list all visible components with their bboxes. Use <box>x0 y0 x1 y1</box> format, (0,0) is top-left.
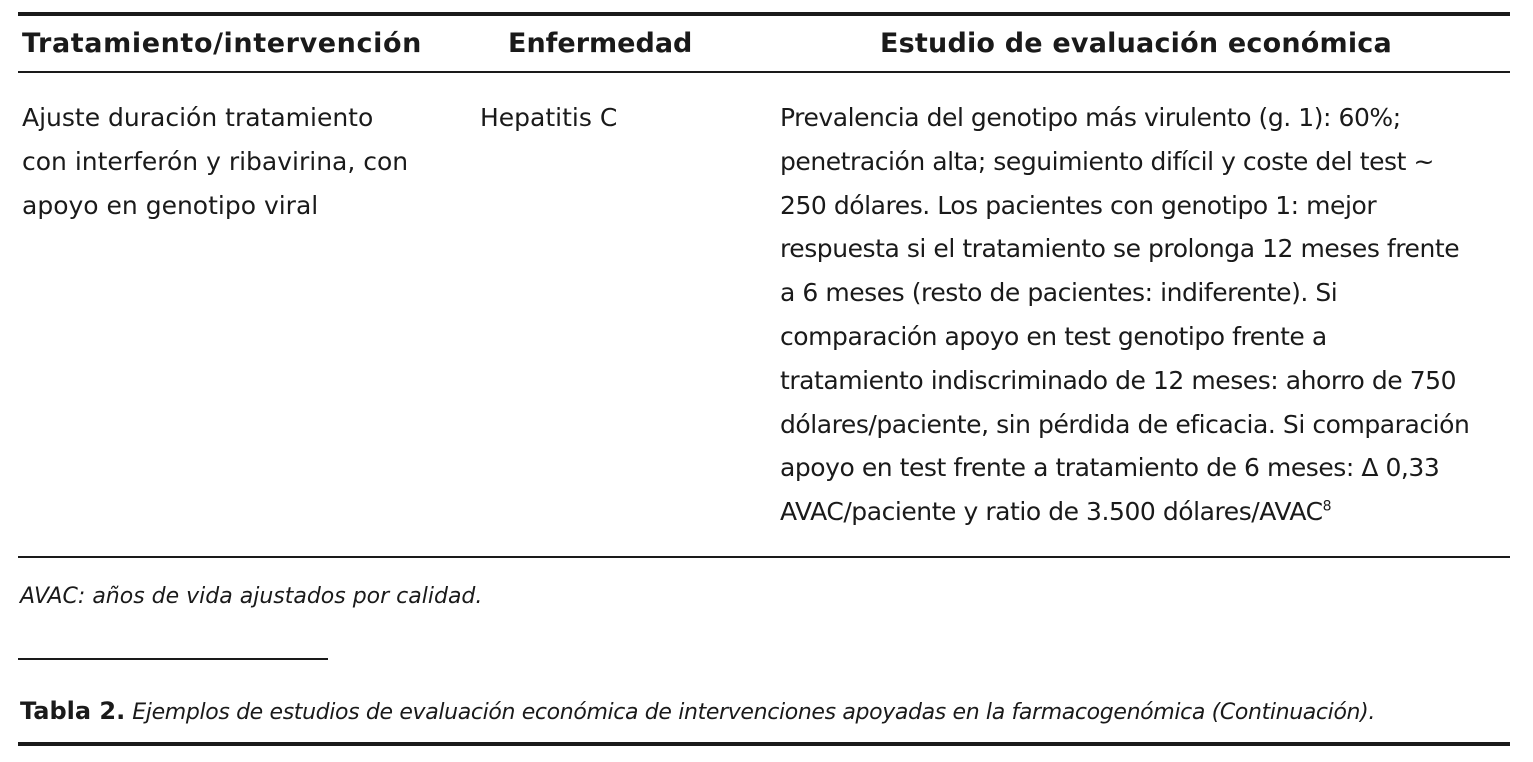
study-line: tratamiento indiscriminado de 12 meses: ahorro de 750 <box>780 365 1457 395</box>
disease-cell <box>480 96 617 140</box>
study-line: Prevalencia del genotipo más virulento (g. 1): 60%; <box>780 103 1401 132</box>
caption-text: Ejemplos de estudios de evaluación económica de intervenciones apoyadas en la farmacogenómica (Continuación). <box>132 700 1376 725</box>
disease-text: Hepatitis C <box>480 103 618 132</box>
column-header-treatment: Tratamiento/intervención <box>22 28 422 59</box>
caption-bottom-rule <box>18 742 1510 746</box>
header-rule <box>18 71 1510 73</box>
reference-superscript: 8 <box>1322 498 1332 515</box>
treatment-line: con interferón y ribavirina, con <box>22 146 409 176</box>
study-line: penetración alta; seguimiento difícil y coste del test ~ <box>780 146 1434 176</box>
study-cell <box>780 96 1469 534</box>
study-line-text: AVAC/paciente y ratio de 3.500 dólares/AVAC <box>780 497 1323 527</box>
study-line-last <box>780 490 1469 534</box>
column-header-study: Estudio de evaluación económica <box>880 28 1392 59</box>
study-line: dólares/paciente, sin pérdida de eficacia. Si comparación <box>780 409 1470 439</box>
treatment-line: Ajuste duración tratamiento <box>22 103 374 132</box>
study-line: apoyo en test frente a tratamiento de 6 meses: Δ 0,33 <box>780 453 1440 483</box>
table-top-rule <box>18 12 1510 16</box>
table-footnote: AVAC: años de vida ajustados por calidad. <box>20 584 483 609</box>
study-line: 250 dólares. Los pacientes con genotipo 1: mejor <box>780 190 1377 220</box>
table-bottom-rule <box>18 556 1510 558</box>
study-line: comparación apoyo en test genotipo frente a <box>780 321 1327 351</box>
caption-separator <box>18 658 328 660</box>
caption-label: Tabla 2. <box>20 697 126 725</box>
treatment-cell <box>22 96 408 227</box>
treatment-line: apoyo en genotipo viral <box>22 190 319 220</box>
column-header-disease: Enfermedad <box>508 28 693 59</box>
table-caption <box>20 694 1375 730</box>
study-line: respuesta si el tratamiento se prolonga 12 meses frente <box>780 234 1460 264</box>
study-line: a 6 meses (resto de pacientes: indiferente). Si <box>780 278 1338 308</box>
